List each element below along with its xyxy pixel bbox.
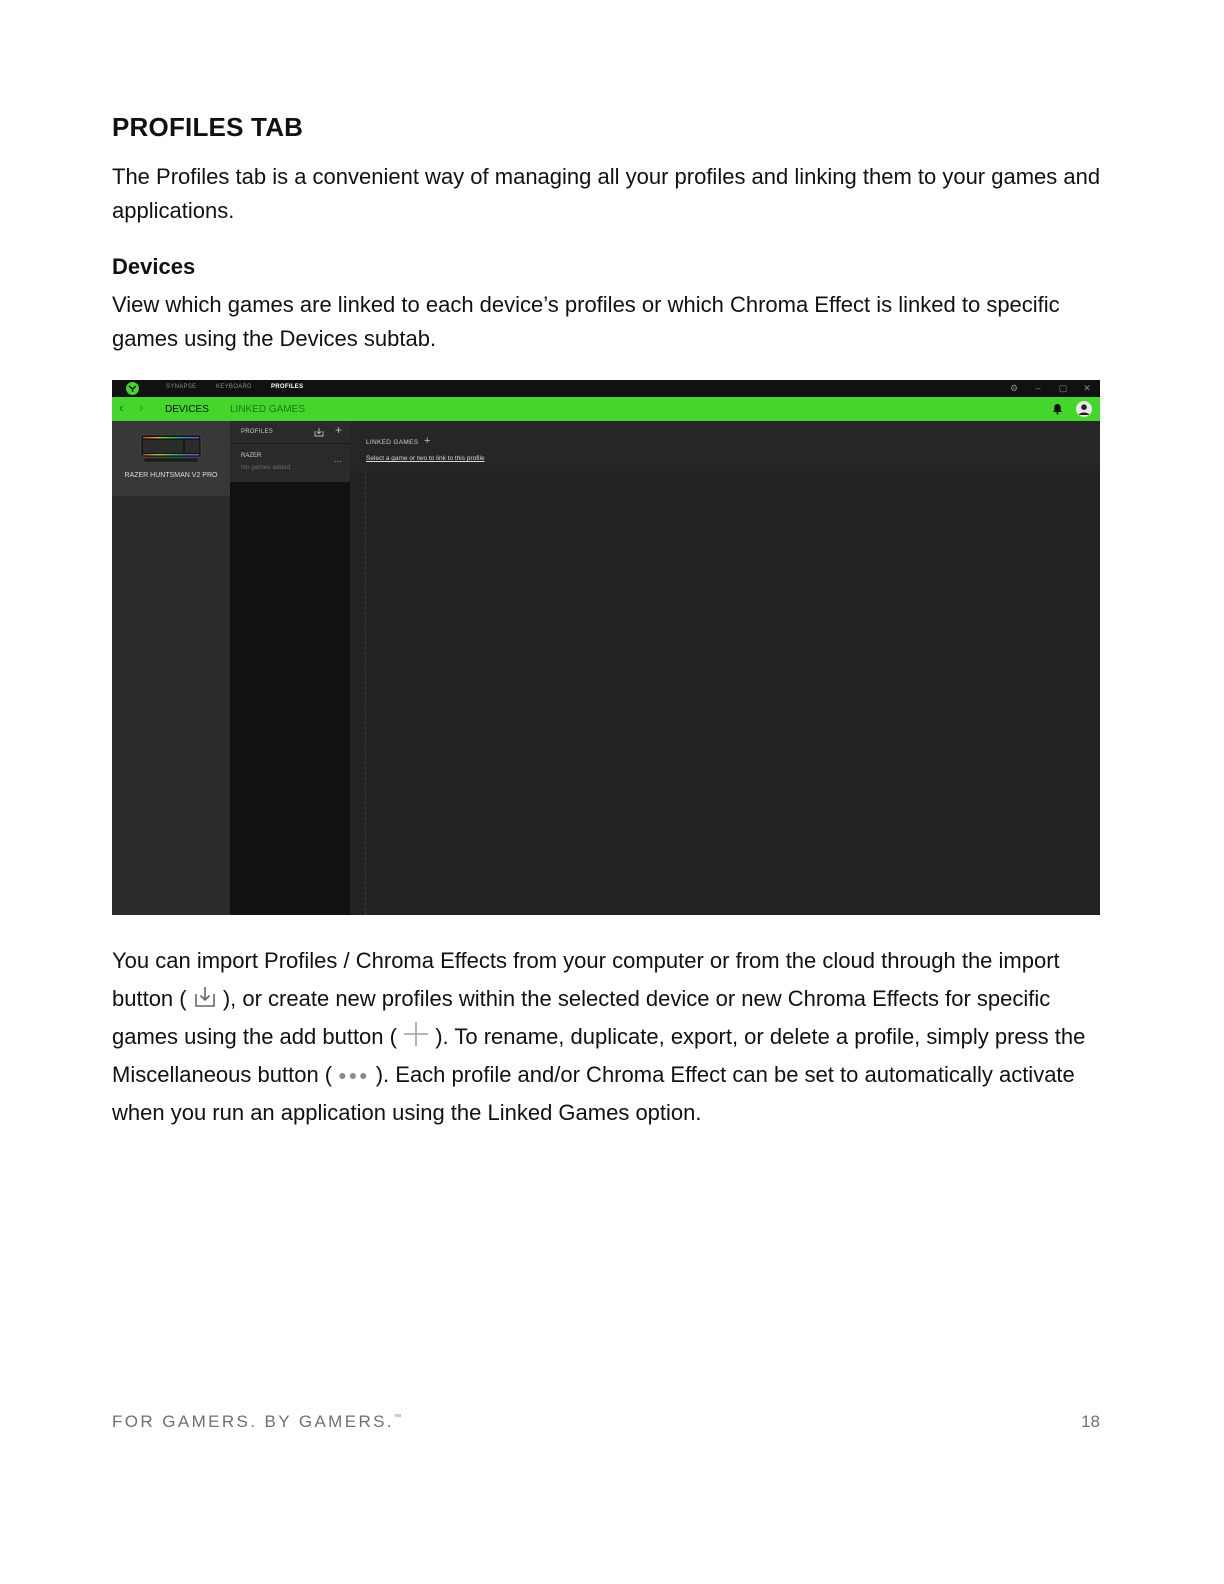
device-name-label: RAZER HUNTSMAN V2 PRO xyxy=(124,472,218,479)
import-text-4: ). Each profile and/or Chroma Effect can be set to automatically activate when you run an application using the Linked Games option. xyxy=(112,1062,1075,1125)
page-title: PROFILES TAB xyxy=(112,112,304,142)
profile-more-button[interactable]: ... xyxy=(334,455,343,464)
page-number: 18 xyxy=(1081,1412,1100,1431)
intro-paragraph: The Profiles tab is a convenient way of managing all your profiles and linking them to your games and applications. xyxy=(112,164,1101,223)
linked-games-title: LINKED GAMES xyxy=(366,439,419,446)
add-linked-game-button[interactable]: + xyxy=(424,435,431,447)
subtab-linked-games[interactable]: LINKED GAMES xyxy=(230,404,306,415)
close-icon[interactable]: ✕ xyxy=(1083,383,1091,393)
add-icon xyxy=(403,1021,429,1047)
import-text-1: You can import Profiles / Chroma Effects from your computer or from the cloud through the import button ( xyxy=(112,948,1060,1011)
profiles-title: PROFILES xyxy=(241,429,274,435)
footer-slogan-text: FOR GAMERS. BY GAMERS. xyxy=(112,1412,395,1431)
notification-bell-icon[interactable] xyxy=(1052,403,1063,415)
profile-status: No games added xyxy=(241,464,291,471)
settings-gear-icon[interactable]: ⚙ xyxy=(1009,383,1019,393)
devices-subheading: Devices xyxy=(112,254,196,279)
add-profile-button[interactable]: + xyxy=(335,423,343,437)
razer-logo-icon xyxy=(126,382,139,395)
back-arrow-icon[interactable]: ‹ xyxy=(119,400,124,415)
maximize-icon[interactable]: ▢ xyxy=(1058,383,1068,393)
minimize-icon[interactable]: – xyxy=(1035,383,1041,393)
import-icon[interactable] xyxy=(314,427,324,437)
miscellaneous-dots-icon: ●●● xyxy=(338,1067,370,1083)
profiles-panel xyxy=(230,421,350,915)
link-game-hint[interactable]: Select a game or two to link to this profile xyxy=(366,455,485,462)
tab-profiles[interactable]: PROFILES xyxy=(271,384,304,390)
keyboard-image-icon xyxy=(140,433,202,463)
divider xyxy=(365,471,366,915)
device-card[interactable] xyxy=(112,421,230,496)
devices-paragraph: View which games are linked to each device’s profiles or which Chroma Effect is linked to specific games using the Devices subtab. xyxy=(112,292,1060,351)
user-avatar-icon[interactable] xyxy=(1076,401,1092,417)
linked-games-panel xyxy=(350,421,1100,915)
synapse-screenshot xyxy=(112,380,1100,915)
subtab-devices[interactable]: DEVICES xyxy=(165,404,209,415)
import-text-3: ). To rename, duplicate, export, or delete a profile, simply press the Miscellaneous button ( xyxy=(112,1024,1086,1087)
profiles-header xyxy=(230,421,350,443)
profile-name: RAZER xyxy=(241,453,262,459)
title-bar xyxy=(112,380,1100,397)
forward-arrow-icon[interactable]: › xyxy=(139,400,144,415)
footer-slogan xyxy=(112,1412,401,1432)
subtab-bar xyxy=(112,397,1100,421)
trademark-symbol: ™ xyxy=(394,1414,402,1421)
tab-synapse[interactable]: SYNAPSE xyxy=(166,384,197,390)
import-paragraph xyxy=(112,942,1102,1132)
linked-games-header xyxy=(350,421,1100,471)
profile-item[interactable] xyxy=(230,443,350,482)
device-list xyxy=(112,421,230,915)
import-text-2: ), or create new profiles within the selected device or new Chroma Effects for specific games using the add button ( xyxy=(112,986,1051,1049)
tab-keyboard[interactable]: KEYBOARD xyxy=(216,384,252,390)
import-icon xyxy=(193,985,217,1009)
